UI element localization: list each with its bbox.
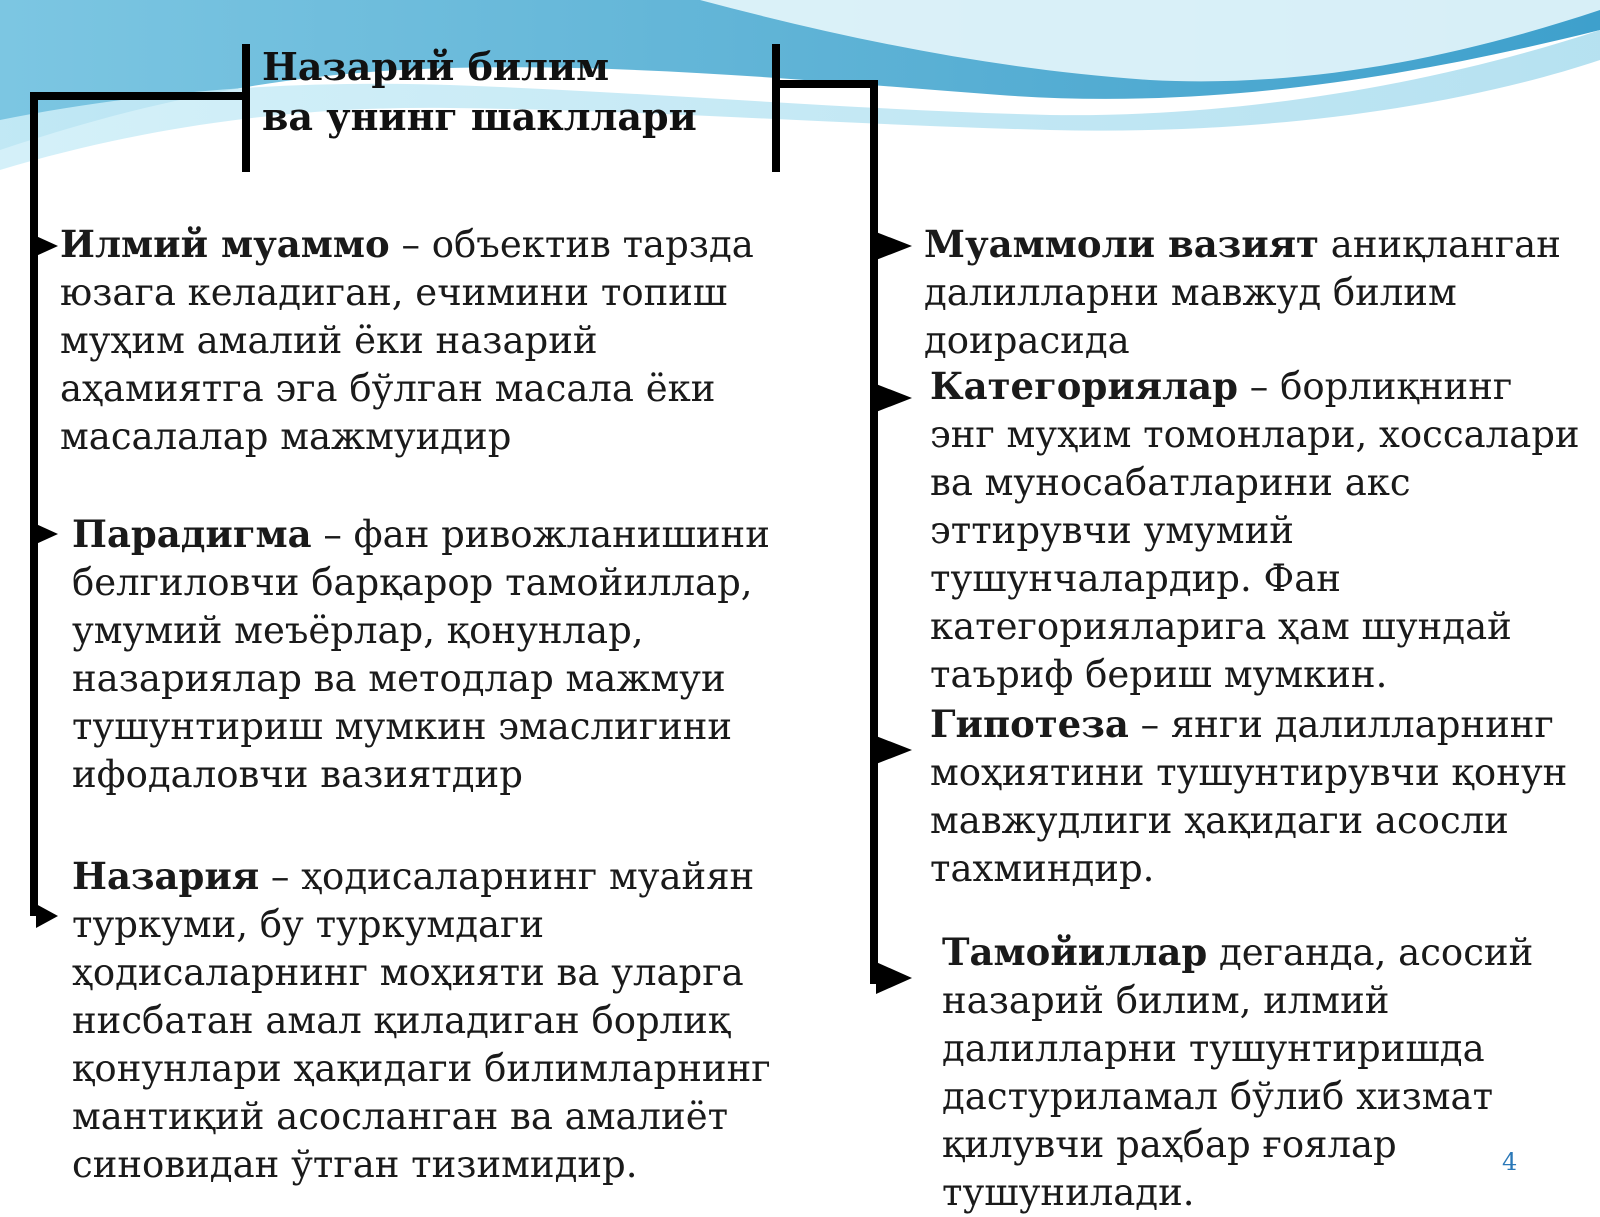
arrow-right-3 [876, 736, 912, 764]
definition-hypothesis: – янги далилларнинг моҳиятини тушунтирувчи қонун мавжудлиги ҳақидаги асосли тахминдир. [930, 703, 1568, 890]
definition-theory: – ҳодисаларнинг муайян туркуми, бу туркумдаги ҳодисаларнинг моҳияти ва уларга нисбатан амал қиладиган борлиқ қонунлари ҳақидаги билимларнинг мантиқий асосланган ва амалиёт синовидан ўтган тизимидир. [72, 855, 771, 1186]
arrow-left-1 [36, 236, 58, 256]
term-principles: Тамойиллар [942, 930, 1208, 974]
concept-hypothesis [930, 700, 1570, 893]
title-line-1: Назарий билим [262, 44, 610, 89]
term-scientific-problem: Илмий муаммо [60, 222, 390, 266]
definition-categories: – борлиқнинг энг муҳим томонлари, хоссалари ва муносабатларини акс эттирувчи умумий тушунчалардир. Фан категорияларига ҳам шундай таъриф бериш мумкин. [930, 365, 1580, 696]
definition-paradigm: – фан ривожланишини белгиловчи барқарор тамойиллар, умумий меъёрлар, қонунлар, назариялар ва методлар мажмуи тушунтириш мумкин эмаслигини ифодаловчи вазиятдир [72, 513, 770, 796]
concept-scientific-problem [60, 220, 800, 461]
concept-categories [930, 362, 1580, 699]
term-problem-situation: Муаммоли вазият [924, 222, 1319, 266]
term-theory: Назария [72, 854, 260, 898]
title-line-2: ва унинг шакллари [262, 94, 697, 139]
arrow-left-3 [36, 904, 58, 928]
term-categories: Категориялар [930, 364, 1239, 408]
concept-paradigm [72, 510, 810, 799]
arrow-right-1 [876, 232, 912, 260]
term-paradigm: Парадигма [72, 512, 312, 556]
definition-problem-situation: аниқланган далилларни мавжуд билим доирасида [924, 223, 1561, 362]
concept-problem-situation [924, 220, 1574, 365]
definition-principles: деганда, асосий назарий билим, илмий далилларни тушунтиришда дастуриламал бўлиб хизмат қилувчи раҳбар ғоялар тушунилади. [942, 931, 1534, 1214]
page-number: 4 [1502, 1148, 1518, 1176]
concept-principles [942, 928, 1572, 1217]
term-hypothesis: Гипотеза [930, 702, 1129, 746]
arrow-right-2 [876, 384, 912, 412]
slide-title [262, 42, 697, 142]
arrow-right-4 [876, 962, 912, 994]
arrow-left-2 [36, 524, 58, 544]
definition-scientific-problem: – объектив тарзда юзага келадиган, ечимини топиш муҳим амалий ёки назарий аҳамиятга эга бўлган масала ёки масалалар мажмуидир [60, 223, 754, 458]
concept-theory [72, 852, 842, 1189]
